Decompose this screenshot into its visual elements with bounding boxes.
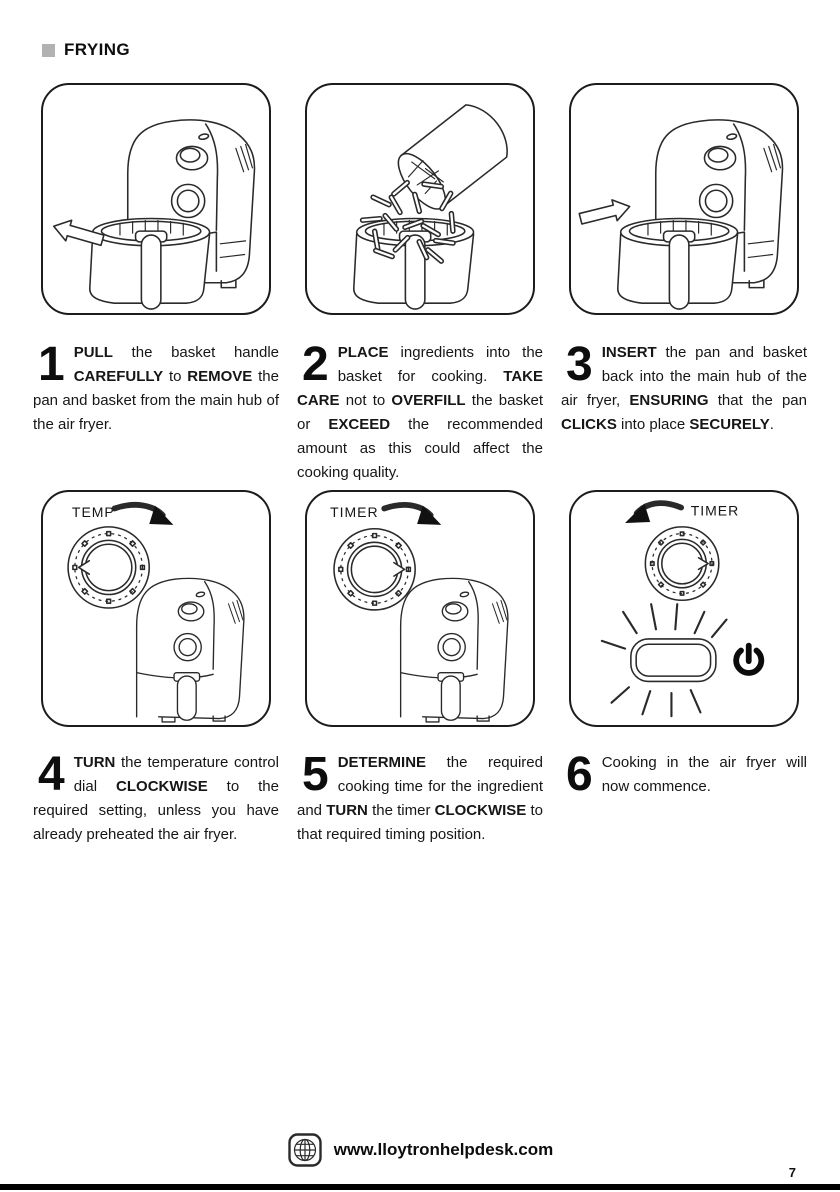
insert-direction-arrow-icon [578,196,632,229]
step-3: 3 INSERT the pan and basket back into the main hub of the air fryer, ENSURING that the pan CLICKS into place SECURELY. [561,338,807,433]
footer-bar [0,1184,840,1190]
power-light-dot [198,133,209,140]
step-5: 5 DETERMINE the required cooking time for the ingredient and TURN the timer CLOCKWISE to that required timing position. [297,748,543,843]
figure-box-6 [569,490,799,727]
counterclockwise-arrow-icon [625,503,681,523]
air-fryer-graphic [401,578,508,722]
place-ingredients-illustration [308,86,532,312]
step-6: 6 Cooking in the air fryer will now commence. [566,748,807,801]
step-1: 1 PULL the basket handle CAREFULLY to REMOVE the pan and basket from the main hub of the air fryer. [33,338,279,433]
step-2: 2 PLACE ingredients into the basket for cooking. TAKE CARE not to OVERFILL the basket or EXCEED the recommended amount as this could affect the cooking quality. [297,338,543,481]
step-number: 6 [566,748,593,801]
page-number: 7 [788,1165,796,1180]
timer-dial-graphic [334,529,415,610]
section-title: FRYING [64,40,130,59]
section-header [42,40,130,60]
temp-dial-graphic [68,527,149,608]
indicator-light-graphic [602,604,727,716]
figure-box-1 [41,83,271,315]
step-number: 5 [302,748,329,801]
figure-box-5 [305,490,535,727]
timer-dial-label: TIMER [690,502,740,519]
cooking-start-illustration [572,494,796,723]
step-number: 2 [302,338,329,391]
insert-basket-illustration [572,86,796,312]
temp-dial-label: TEMP [71,504,115,521]
figure-box-2 [305,83,535,315]
clockwise-arrow-icon [384,505,441,525]
power-light-dot [726,133,737,140]
gray-square-section-marker [42,44,55,57]
figure-box-3 [569,83,799,315]
step-number: 1 [38,338,65,391]
footer [0,1132,840,1168]
step-number: 3 [566,338,593,391]
instruction-grid [33,83,807,847]
power-icon [736,646,761,673]
basket-graphic [354,218,474,309]
timer-dial-graphic [645,527,718,600]
basket-graphic [618,218,738,309]
step-4: 4 TURN the temperature control dial CLOCKWISE to the required setting, unless you have already preheated the air fryer. [33,748,279,843]
ingredient-container-graphic [390,97,517,217]
temp-dial-illustration [44,494,268,723]
globe-icon [287,1132,323,1168]
step-number: 4 [38,748,65,801]
pull-basket-illustration [44,86,268,312]
timer-dial-label: TIMER [330,504,379,521]
website-url: www.lloytronhelpdesk.com [333,1140,554,1159]
basket-graphic [90,218,210,309]
timer-dial-illustration [308,494,532,723]
clockwise-arrow-icon [114,505,173,525]
figure-box-4 [41,490,271,727]
air-fryer-graphic [137,578,244,722]
